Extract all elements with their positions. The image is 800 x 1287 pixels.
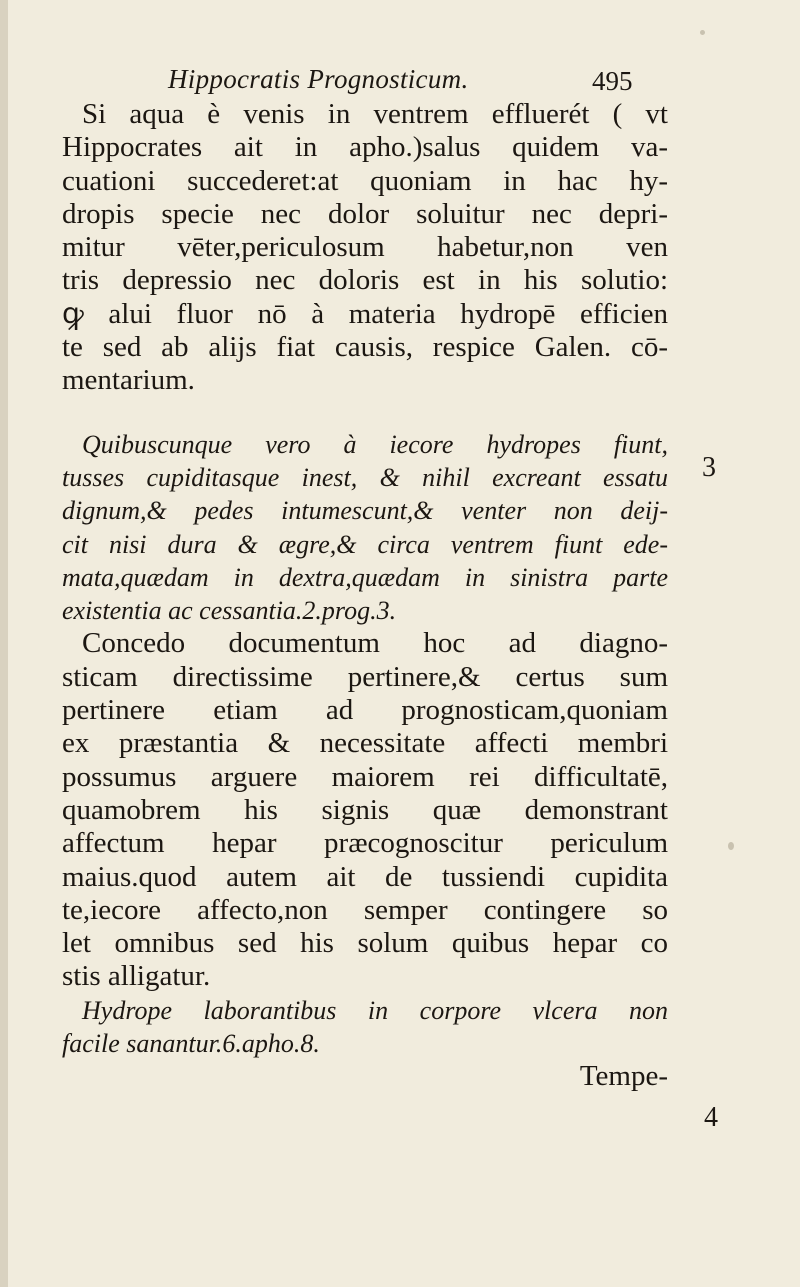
- text-line: mitur vēter,periculosum habetur,non ven: [62, 231, 668, 264]
- quotation-line: Hydrope laborantibus in corpore vlcera non: [82, 995, 668, 1025]
- text-line: stis alligatur.: [62, 960, 211, 993]
- page-number: 495: [592, 66, 633, 96]
- quotation-line: mata,quædam in dextra,quædam in sinistra parte: [62, 562, 668, 592]
- text-line: mentarium.: [62, 364, 195, 397]
- quotation-line: facile sanantur.6.apho.8.: [62, 1029, 320, 1059]
- quotation-line: existentia ac cessantia.2.prog.3.: [62, 596, 397, 626]
- text-line: te sed ab alijs fiat causis, respice Galen. cō-: [62, 331, 668, 364]
- margin-note: 3: [702, 452, 716, 483]
- running-title: Hippocratis Prognosticum.: [168, 64, 469, 94]
- text-line: maius.quod autem ait de tussiendi cupidita: [62, 860, 668, 893]
- text-line: cuationi succederet:at quoniam in hac hy-: [62, 164, 668, 197]
- text-line: pertinere etiam ad prognosticam,quoniam: [62, 694, 668, 727]
- section-gap: [62, 398, 668, 428]
- text-line: affectum hepar præcognoscitur periculum: [62, 827, 668, 860]
- text-line: dropis specie nec dolor soluitur nec depri-: [62, 197, 668, 230]
- catchword: Tempe-: [579, 1060, 668, 1093]
- main-text: [62, 98, 668, 1094]
- text-line: Concedo documentum hoc ad diagno-: [82, 627, 668, 660]
- quotation-line: dignum,& pedes intumescunt,& venter non deij-: [62, 496, 668, 526]
- text-line: let omnibus sed his solum quibus hepar co: [62, 927, 668, 960]
- text-line: tris depressio nec doloris est in his solutio:: [62, 264, 668, 297]
- text-line: ex præstantia & necessitate affecti membri: [62, 727, 668, 760]
- text-line: te,iecore affecto,non semper contingere so: [62, 893, 668, 926]
- text-line: Si aqua è venis in ventrem effluerét ( vt: [82, 98, 668, 130]
- quotation-line: tusses cupiditasque inest, & nihil excreant essatu: [62, 462, 668, 492]
- ink-spot: [700, 30, 705, 35]
- quotation-line: Quibuscunque vero à iecore hydropes fiunt,: [82, 429, 668, 459]
- margin-note: 4: [704, 1102, 718, 1133]
- text-line: possumus arguere maiorem rei difficultatē,: [62, 760, 668, 793]
- text-line: ꝙ alui fluor nō à materia hydropē efficien: [62, 297, 668, 330]
- quotation-line: cit nisi dura & ægre,& circa ventrem fiunt ede-: [62, 529, 668, 559]
- text-line: quamobrem his signis quæ demonstrant: [62, 793, 668, 826]
- text-line: sticam directissime pertinere,& certus sum: [62, 660, 668, 693]
- text-line: Hippocrates ait in apho.)salus quidem va-: [62, 131, 668, 164]
- ink-spot: [728, 842, 734, 850]
